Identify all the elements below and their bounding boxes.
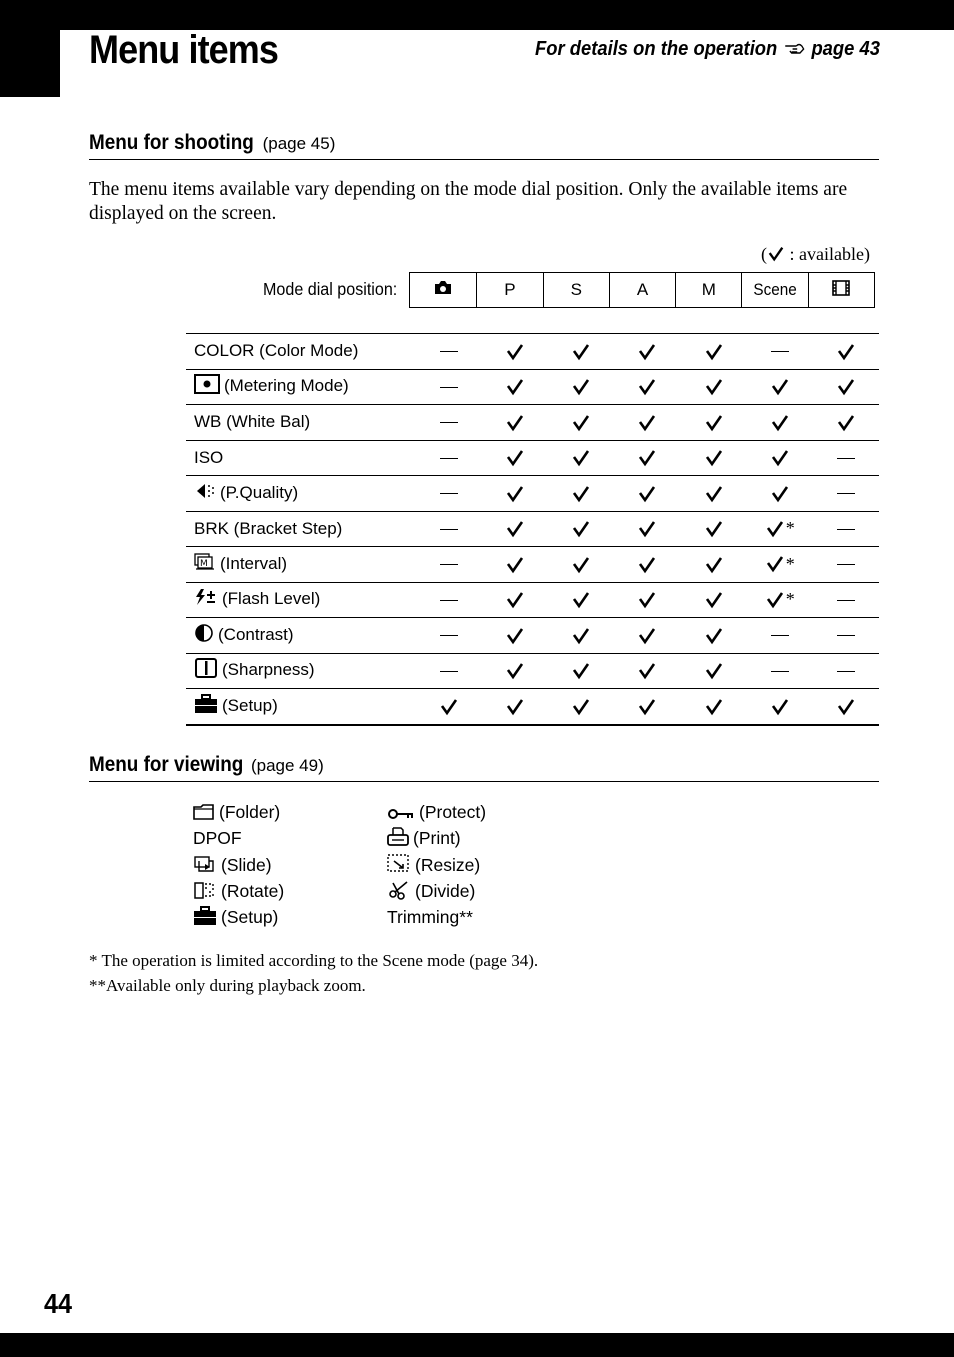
available-cell bbox=[416, 689, 482, 725]
checkmark-icon bbox=[571, 590, 591, 610]
svg-text:M: M bbox=[200, 558, 208, 569]
footnote-1: * The operation is limited according to the Scene mode (page 34). bbox=[89, 951, 539, 970]
available-cell bbox=[614, 476, 680, 512]
unavailable-cell bbox=[813, 547, 879, 583]
checkmark-icon bbox=[505, 626, 525, 646]
footnote-marker: * bbox=[785, 589, 795, 610]
menu-item-label: (Metering Mode) bbox=[224, 376, 349, 396]
list-item bbox=[387, 853, 486, 879]
checkmark-icon bbox=[765, 519, 785, 539]
checkmark-icon bbox=[505, 342, 525, 362]
available-cell bbox=[747, 369, 813, 405]
unavailable-cell bbox=[416, 547, 482, 583]
mode-label: S bbox=[570, 280, 582, 299]
available-cell bbox=[747, 405, 813, 441]
available-cell bbox=[482, 689, 548, 725]
available-cell bbox=[747, 511, 813, 547]
menu-item-label: BRK (Bracket Step) bbox=[194, 518, 343, 538]
unavailable-cell bbox=[416, 653, 482, 689]
available-cell bbox=[482, 511, 548, 547]
menu-item-label: (Setup) bbox=[222, 695, 278, 715]
dash-mark bbox=[837, 635, 855, 636]
checkmark-icon bbox=[571, 342, 591, 362]
footnote-marker: * bbox=[785, 553, 795, 574]
available-cell bbox=[813, 334, 879, 370]
available-cell bbox=[482, 618, 548, 654]
list-item-label: (Setup) bbox=[221, 907, 279, 928]
available-cell bbox=[548, 547, 614, 583]
list-item-label: (Divide) bbox=[415, 880, 476, 901]
checkmark-icon bbox=[704, 661, 724, 681]
available-cell bbox=[482, 653, 548, 689]
dash-mark bbox=[837, 458, 855, 459]
checkmark-icon bbox=[505, 555, 525, 575]
setup-icon bbox=[194, 694, 218, 719]
dash-mark bbox=[771, 635, 789, 636]
table-row bbox=[186, 689, 879, 725]
checkmark-icon bbox=[571, 448, 591, 468]
table-row bbox=[186, 653, 879, 689]
checkmark-icon bbox=[770, 377, 790, 397]
sharpness-icon bbox=[194, 658, 218, 683]
available-cell bbox=[681, 369, 747, 405]
list-item-label: (Folder) bbox=[219, 802, 281, 822]
available-cell bbox=[548, 334, 614, 370]
checkmark-icon bbox=[637, 342, 657, 362]
flash-level-icon bbox=[194, 588, 218, 611]
mode-dial-label: Mode dial position: bbox=[263, 279, 398, 299]
available-cell bbox=[614, 334, 680, 370]
list-item bbox=[387, 800, 486, 826]
available-cell bbox=[681, 511, 747, 547]
unavailable-cell bbox=[416, 405, 482, 441]
viewing-list-col2 bbox=[387, 800, 486, 931]
list-item-label: (Resize) bbox=[415, 854, 481, 875]
contrast-icon bbox=[194, 623, 214, 648]
available-cell bbox=[614, 653, 680, 689]
checkmark-icon bbox=[704, 555, 724, 575]
available-cell bbox=[747, 547, 813, 583]
viewing-title: Menu for viewing bbox=[89, 753, 244, 776]
checkmark-icon bbox=[571, 413, 591, 433]
checkmark-icon bbox=[704, 377, 724, 397]
checkmark-icon bbox=[836, 697, 856, 717]
mode-dial-row bbox=[409, 272, 875, 308]
available-cell bbox=[681, 476, 747, 512]
available-cell bbox=[548, 618, 614, 654]
dash-mark bbox=[771, 351, 789, 352]
checkmark-icon bbox=[637, 377, 657, 397]
checkmark-icon bbox=[571, 484, 591, 504]
dash-mark bbox=[837, 529, 855, 530]
mode-cell bbox=[410, 273, 476, 307]
unavailable-cell bbox=[813, 653, 879, 689]
available-cell bbox=[614, 618, 680, 654]
available-cell bbox=[482, 582, 548, 618]
operation-text: For details on the operation bbox=[535, 38, 778, 60]
unavailable-cell bbox=[813, 582, 879, 618]
unavailable-cell bbox=[416, 440, 482, 476]
interval-icon bbox=[194, 553, 216, 576]
available-cell bbox=[681, 582, 747, 618]
page-title: Menu items bbox=[89, 28, 279, 72]
menu-item-name bbox=[186, 653, 416, 689]
unavailable-cell bbox=[747, 618, 813, 654]
mode-cell bbox=[675, 273, 741, 307]
checkmark-icon bbox=[505, 697, 525, 717]
dash-mark bbox=[771, 671, 789, 672]
dash-mark bbox=[837, 493, 855, 494]
dash-mark bbox=[440, 458, 458, 459]
checkmark-icon bbox=[571, 377, 591, 397]
available-cell bbox=[548, 689, 614, 725]
page-number: 44 bbox=[44, 1288, 73, 1319]
checkmark-icon bbox=[836, 413, 856, 433]
resize-icon bbox=[387, 854, 411, 880]
checkmark-icon bbox=[505, 448, 525, 468]
unavailable-cell bbox=[747, 653, 813, 689]
available-cell bbox=[681, 440, 747, 476]
top-bar bbox=[0, 0, 954, 30]
side-tab bbox=[0, 0, 60, 97]
menu-item-name bbox=[186, 547, 416, 583]
checkmark-icon bbox=[704, 484, 724, 504]
unavailable-cell bbox=[416, 369, 482, 405]
list-item-label: (Print) bbox=[413, 828, 461, 849]
available-cell bbox=[813, 405, 879, 441]
footnote-2: **Available only during playback zoom. bbox=[89, 976, 366, 995]
checkmark-icon bbox=[637, 413, 657, 433]
checkmark-icon bbox=[571, 697, 591, 717]
list-item bbox=[193, 800, 284, 826]
checkmark-icon bbox=[505, 519, 525, 539]
checkmark-icon bbox=[505, 377, 525, 397]
available-cell bbox=[681, 334, 747, 370]
list-item bbox=[387, 905, 486, 931]
available-cell bbox=[681, 405, 747, 441]
list-item bbox=[387, 826, 486, 852]
movie-icon bbox=[831, 280, 851, 301]
protect-key-icon bbox=[387, 803, 415, 827]
available-cell bbox=[747, 582, 813, 618]
checkmark-icon bbox=[770, 484, 790, 504]
available-cell bbox=[548, 476, 614, 512]
table-row bbox=[186, 511, 879, 547]
mode-label: A bbox=[636, 280, 649, 299]
menu-item-label: (Interval) bbox=[220, 553, 288, 573]
availability-legend: ( : available) bbox=[761, 244, 870, 264]
menu-item-name bbox=[186, 582, 416, 618]
checkmark-icon bbox=[637, 590, 657, 610]
checkmark-icon bbox=[637, 484, 657, 504]
checkmark-icon bbox=[770, 413, 790, 433]
checkmark-icon bbox=[571, 661, 591, 681]
available-cell bbox=[548, 653, 614, 689]
viewing-page-ref: (page 49) bbox=[250, 756, 324, 775]
divide-scissors-icon bbox=[387, 880, 411, 906]
checkmark-icon bbox=[571, 519, 591, 539]
slide-icon bbox=[193, 856, 217, 880]
dash-mark bbox=[837, 671, 855, 672]
dash-mark bbox=[440, 422, 458, 423]
available-cell bbox=[747, 440, 813, 476]
mode-label: M bbox=[701, 280, 716, 299]
available-cell bbox=[548, 440, 614, 476]
bottom-bar bbox=[0, 1333, 954, 1357]
available-cell bbox=[614, 440, 680, 476]
dash-mark bbox=[837, 564, 855, 565]
checkmark-icon bbox=[704, 626, 724, 646]
checkmark-icon bbox=[571, 626, 591, 646]
available-cell bbox=[548, 511, 614, 547]
footnote-marker: * bbox=[785, 518, 795, 539]
available-cell bbox=[482, 369, 548, 405]
table-row bbox=[186, 618, 879, 654]
checkmark-icon bbox=[770, 697, 790, 717]
dash-mark bbox=[837, 600, 855, 601]
available-cell bbox=[681, 689, 747, 725]
operation-page: page 43 bbox=[811, 38, 880, 60]
list-item bbox=[193, 879, 284, 905]
operation-reference bbox=[535, 38, 880, 61]
available-cell bbox=[614, 547, 680, 583]
available-cell bbox=[813, 369, 879, 405]
unavailable-cell bbox=[416, 476, 482, 512]
checkmark-icon bbox=[704, 448, 724, 468]
checkmark-icon bbox=[637, 661, 657, 681]
table-row bbox=[186, 547, 879, 583]
unavailable-cell bbox=[416, 582, 482, 618]
rotate-icon bbox=[193, 882, 217, 906]
available-cell bbox=[482, 405, 548, 441]
hand-pointer-icon bbox=[784, 38, 804, 61]
menu-item-label: (P.Quality) bbox=[220, 482, 299, 502]
dash-mark bbox=[440, 564, 458, 565]
checkmark-icon bbox=[637, 697, 657, 717]
shooting-heading bbox=[89, 131, 879, 160]
shooting-page-ref: (page 45) bbox=[262, 134, 336, 153]
dash-mark bbox=[440, 351, 458, 352]
available-cell bbox=[482, 547, 548, 583]
checkmark-icon bbox=[505, 413, 525, 433]
checkmark-icon bbox=[637, 448, 657, 468]
checkmark-icon bbox=[836, 342, 856, 362]
unavailable-cell bbox=[416, 511, 482, 547]
available-cell bbox=[614, 689, 680, 725]
checkmark-icon bbox=[505, 484, 525, 504]
available-cell bbox=[813, 689, 879, 725]
folder-icon bbox=[193, 803, 215, 827]
menu-item-label: COLOR (Color Mode) bbox=[194, 341, 359, 361]
unavailable-cell bbox=[813, 511, 879, 547]
table-row bbox=[186, 476, 879, 512]
available-cell bbox=[681, 547, 747, 583]
dash-mark bbox=[440, 600, 458, 601]
available-cell bbox=[548, 369, 614, 405]
mode-cell bbox=[808, 273, 874, 307]
available-cell bbox=[614, 511, 680, 547]
available-cell bbox=[614, 582, 680, 618]
available-cell bbox=[482, 440, 548, 476]
shooting-title: Menu for shooting bbox=[89, 131, 254, 154]
checkmark-icon bbox=[571, 555, 591, 575]
viewing-list-col1 bbox=[193, 800, 284, 931]
shooting-intro: The menu items available vary depending on the mode dial position. Only the available items are displayed on the screen. bbox=[89, 179, 848, 224]
available-cell bbox=[681, 618, 747, 654]
list-item-label: DPOF bbox=[193, 828, 242, 849]
menu-item-name bbox=[186, 511, 416, 547]
unavailable-cell bbox=[416, 334, 482, 370]
checkmark-icon bbox=[765, 590, 785, 610]
table-row bbox=[186, 440, 879, 476]
mode-cell bbox=[741, 273, 807, 307]
mode-label: Scene bbox=[753, 280, 797, 299]
available-cell bbox=[548, 405, 614, 441]
dash-mark bbox=[440, 387, 458, 388]
available-cell bbox=[681, 653, 747, 689]
shooting-menu-table bbox=[186, 333, 879, 726]
unavailable-cell bbox=[747, 334, 813, 370]
menu-item-name bbox=[186, 440, 416, 476]
checkmark-icon bbox=[765, 554, 785, 574]
setup-icon bbox=[193, 906, 217, 932]
mode-cell bbox=[543, 273, 609, 307]
checkmark-icon bbox=[637, 519, 657, 539]
dash-mark bbox=[440, 635, 458, 636]
list-item bbox=[193, 853, 284, 879]
menu-item-label: ISO bbox=[194, 447, 224, 467]
unavailable-cell bbox=[813, 440, 879, 476]
checkmark-icon bbox=[439, 697, 459, 717]
legend-text: : available) bbox=[785, 244, 870, 264]
menu-item-label: WB (White Bal) bbox=[194, 412, 311, 432]
table-row bbox=[186, 405, 879, 441]
available-cell bbox=[614, 369, 680, 405]
checkmark-icon bbox=[767, 245, 785, 263]
checkmark-icon bbox=[770, 448, 790, 468]
checkmark-icon bbox=[505, 590, 525, 610]
checkmark-icon bbox=[704, 342, 724, 362]
available-cell bbox=[747, 689, 813, 725]
available-cell bbox=[548, 582, 614, 618]
list-item-label: (Slide) bbox=[221, 854, 272, 875]
unavailable-cell bbox=[416, 618, 482, 654]
checkmark-icon bbox=[505, 661, 525, 681]
checkmark-icon bbox=[704, 590, 724, 610]
menu-item-name bbox=[186, 405, 416, 441]
dash-mark bbox=[440, 529, 458, 530]
viewing-heading bbox=[89, 753, 879, 782]
list-item-label: (Rotate) bbox=[221, 880, 285, 901]
available-cell bbox=[747, 476, 813, 512]
print-icon bbox=[387, 827, 409, 853]
checkmark-icon bbox=[637, 555, 657, 575]
checkmark-icon bbox=[704, 697, 724, 717]
mode-cell bbox=[476, 273, 542, 307]
unavailable-cell bbox=[813, 476, 879, 512]
checkmark-icon bbox=[836, 377, 856, 397]
camera-icon bbox=[433, 280, 453, 301]
mode-label: P bbox=[504, 280, 516, 299]
list-item bbox=[387, 879, 486, 905]
table-row bbox=[186, 369, 879, 405]
available-cell bbox=[482, 476, 548, 512]
table-row bbox=[186, 334, 879, 370]
list-item-label: (Protect) bbox=[419, 802, 487, 822]
footnotes bbox=[89, 948, 538, 998]
menu-item-name bbox=[186, 689, 416, 725]
list-item bbox=[193, 826, 284, 852]
metering-icon bbox=[194, 374, 220, 399]
menu-item-name bbox=[186, 334, 416, 370]
available-cell bbox=[614, 405, 680, 441]
menu-item-name bbox=[186, 618, 416, 654]
list-item bbox=[193, 905, 284, 931]
menu-item-label: (Flash Level) bbox=[222, 589, 321, 609]
dash-mark bbox=[440, 671, 458, 672]
unavailable-cell bbox=[813, 618, 879, 654]
menu-item-label: (Contrast) bbox=[218, 624, 294, 644]
quality-icon bbox=[194, 482, 216, 505]
menu-item-name bbox=[186, 476, 416, 512]
checkmark-icon bbox=[704, 413, 724, 433]
table-row bbox=[186, 582, 879, 618]
checkmark-icon bbox=[637, 626, 657, 646]
mode-cell bbox=[609, 273, 675, 307]
dash-mark bbox=[440, 493, 458, 494]
menu-item-name bbox=[186, 369, 416, 405]
list-item-label: Trimming** bbox=[387, 907, 473, 928]
available-cell bbox=[482, 334, 548, 370]
checkmark-icon bbox=[704, 519, 724, 539]
menu-item-label: (Sharpness) bbox=[222, 660, 315, 680]
